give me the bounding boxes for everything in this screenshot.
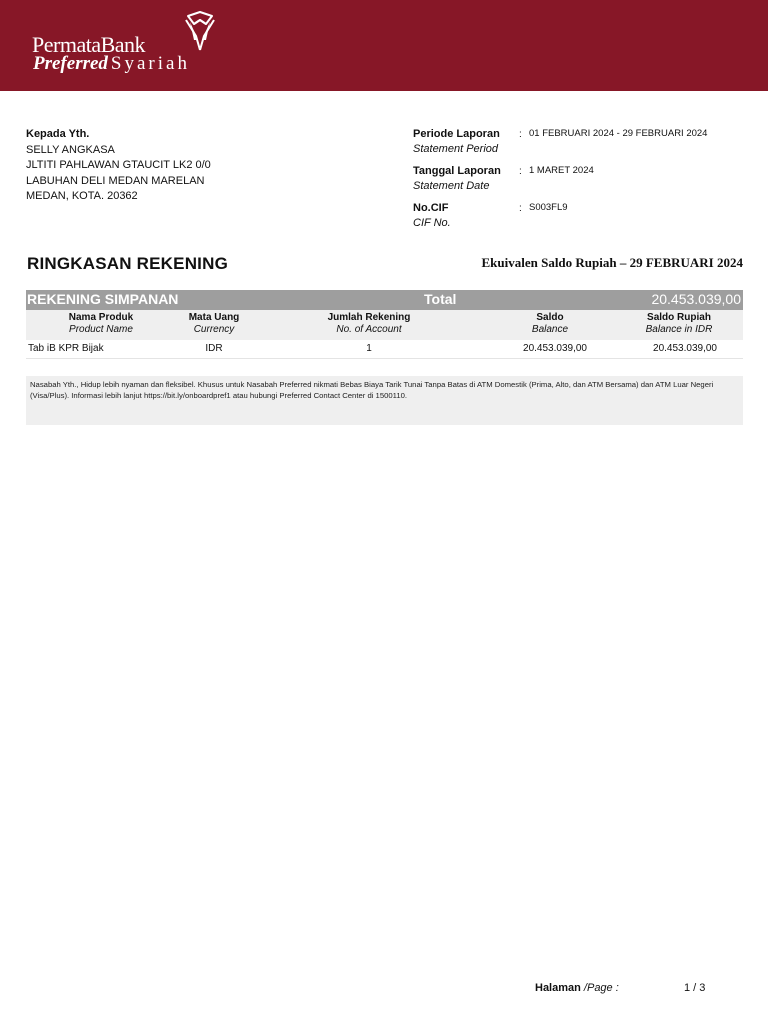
date-value: 1 MARET 2024 bbox=[529, 165, 594, 176]
meta-cif bbox=[413, 201, 568, 238]
table-column-headers bbox=[26, 310, 743, 340]
cif-colon: : bbox=[519, 203, 522, 214]
logo-syariah: Syariah bbox=[110, 53, 190, 74]
header-banner bbox=[0, 0, 768, 91]
cell-balance-idr: 20.453.039,00 bbox=[653, 343, 717, 354]
cell-balance: 20.453.039,00 bbox=[523, 343, 587, 354]
date-colon: : bbox=[519, 166, 522, 177]
diamond-logo-icon bbox=[180, 10, 220, 54]
recipient-address-3: MEDAN, KOTA. 20362 bbox=[26, 190, 138, 202]
col-accounts-label: Jumlah Rekening bbox=[327, 312, 411, 323]
col-balance-idr bbox=[624, 312, 734, 336]
cif-label-en: CIF No. bbox=[413, 217, 451, 229]
equivalent-balance-title: Ekuivalen Saldo Rupiah – 29 FEBRUARI 2024 bbox=[481, 255, 743, 270]
cif-value: S003FL9 bbox=[529, 202, 568, 213]
col-product bbox=[50, 312, 152, 336]
col-balance-label: Saldo bbox=[536, 312, 564, 323]
col-currency-label-en: Currency bbox=[193, 324, 235, 335]
col-accounts-label-en: No. of Account bbox=[336, 324, 402, 335]
savings-section-label: REKENING SIMPANAN bbox=[27, 291, 179, 307]
logo-tagline bbox=[33, 53, 190, 75]
recipient-address-1: JLTITI PAHLAWAN GTAUCIT LK2 0/0 bbox=[26, 159, 211, 171]
total-label: Total bbox=[424, 291, 457, 307]
savings-table-header bbox=[26, 290, 743, 310]
period-label-en: Statement Period bbox=[413, 143, 498, 155]
logo-bank-name: PermataBank bbox=[32, 32, 146, 57]
cif-label: No.CIF bbox=[413, 202, 449, 214]
meta-date bbox=[413, 164, 594, 201]
statement-meta bbox=[413, 127, 708, 238]
recipient-address-2: LABUHAN DELI MEDAN MARELAN bbox=[26, 174, 205, 187]
cell-currency: IDR bbox=[205, 343, 223, 354]
recipient-name: SELLY ANGKASA bbox=[26, 143, 115, 156]
col-balance-label-en: Balance bbox=[531, 324, 569, 335]
page-number: 1 / 3 bbox=[684, 982, 706, 994]
page-label-group bbox=[535, 982, 619, 994]
date-label-en: Statement Date bbox=[413, 180, 490, 192]
recipient-label: Kepada Yth. bbox=[26, 128, 90, 140]
period-label: Periode Laporan bbox=[413, 128, 500, 140]
period-value: 01 FEBRUARI 2024 - 29 FEBRUARI 2024 bbox=[529, 128, 708, 139]
page-label-en: /Page : bbox=[583, 982, 619, 994]
cell-accounts: 1 bbox=[366, 343, 372, 354]
col-product-label: Nama Produk bbox=[68, 312, 134, 323]
col-balance bbox=[500, 312, 600, 336]
col-accounts bbox=[308, 312, 430, 336]
table-row bbox=[26, 340, 743, 359]
logo-preferred: Preferred bbox=[33, 53, 108, 74]
page-label: Halaman bbox=[535, 982, 581, 994]
col-balance-idr-label-en: Balance in IDR bbox=[645, 324, 713, 335]
cell-product: Tab iB KPR Bijak bbox=[28, 343, 104, 354]
col-currency-label: Mata Uang bbox=[188, 312, 240, 323]
customer-notice: Nasabah Yth., Hidup lebih nyaman dan fleksibel. Khusus untuk Nasabah Preferred nikmati Bebas Biaya Tarik Tunai Tanpa Batas di ATM Domestik (Prima, Alto, dan ATM Bersama) dan ATM Luar Negeri (Visa/Plus). Informasi lebih lanjut https://bit.ly/onboardpref1 atau hubungi Preferred Contact Center di 1500110. bbox=[26, 376, 743, 425]
period-colon: : bbox=[519, 129, 522, 140]
col-product-label-en: Product Name bbox=[69, 324, 133, 335]
col-currency bbox=[164, 312, 264, 336]
summary-title: RINGKASAN REKENING bbox=[27, 254, 229, 273]
col-balance-idr-label: Saldo Rupiah bbox=[647, 312, 711, 323]
meta-period bbox=[413, 127, 708, 164]
recipient-block bbox=[26, 127, 211, 205]
total-value: 20.453.039,00 bbox=[651, 291, 741, 307]
date-label: Tanggal Laporan bbox=[413, 165, 501, 177]
